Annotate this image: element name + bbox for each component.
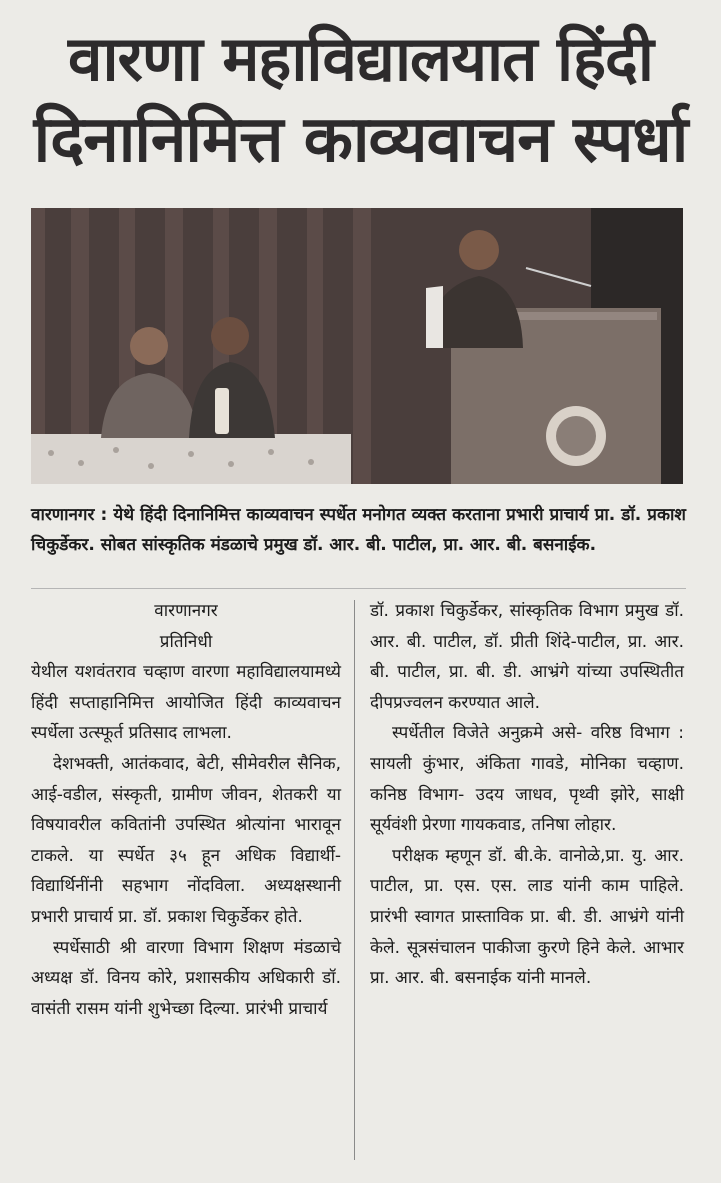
article-paragraph-3-continued: डॉ. प्रकाश चिकुर्डेकर, सांस्कृतिक विभाग प्रमुख डॉ. आर. बी. पाटील, डॉ. प्रीती शिंदे-पाटील, प्रा. आर. बी. पाटील, प्रा. बी. डी. आभ्रंगे यांच्या उपस्थितीत दीपप्रज्वलन करण्यात आले. xyxy=(370,601,684,713)
article-paragraph-1: येथील यशवंतराव चव्हाण वारणा महाविद्यालयामध्ये हिंदी सप्ताहानिमित्त आयोजित हिंदी काव्यवाचन स्पर्धेला उत्स्फूर्त प्रतिसाद लाभला. xyxy=(31,662,341,744)
article-paragraph-5: परीक्षक म्हणून डॉ. बी.के. वानोळे,प्रा. यु. आर. पाटील, प्रा. एस. एस. लाड यांनी काम पाहिले. प्रारंभी स्वागत प्रास्ताविक प्रा. बी. डी. आभ्रंगे यांनी केले. सूत्रसंचालन पाकीजा कुरणे हिने केले. आभार प्रा. आर. बी. बसनाईक यांनी मानले. xyxy=(370,845,684,989)
article-paragraph-3: स्पर्धेसाठी श्री वारणा विभाग शिक्षण मंडळाचे अध्यक्ष डॉ. विनय कोरे, प्रशासकीय अधिकारी डॉ. वासंती रासम यांनी शुभेच्छा दिल्या. प्रारंभी प्राचार्य xyxy=(31,937,341,1019)
article-column-right xyxy=(370,596,684,994)
article-column-left xyxy=(31,596,341,1024)
caption-rule xyxy=(31,588,686,589)
byline-reporter: प्रतिनिधी xyxy=(159,631,213,652)
headline-line-1: वारणा महाविद्यालयात हिंदी xyxy=(67,22,653,95)
photo-caption: वारणानगर : येथे हिंदी दिनानिमित्त काव्यवाचन स्पर्धेत मनोगत व्यक्त करताना प्रभारी प्राचार्य प्रा. डॉ. प्रकाश चिकुर्डेकर. सोबत सांस्कृतिक मंडळाचे प्रमुख डॉ. आर. बी. पाटील, प्रा. आर. बी. बसनाईक. xyxy=(31,505,686,555)
column-divider xyxy=(354,600,355,1160)
event-photo xyxy=(31,208,683,484)
article-paragraph-2: देशभक्ती, आतंकवाद, बेटी, सीमेवरील सैनिक, आई-वडील, संस्कृती, ग्रामीण जीवन, शेतकरी या विषयावरील कवितांनी उपस्थित श्रोत्यांना भारावून टाकले. या स्पर्धेत ३५ हून अधिक विद्यार्थी-विद्यार्थिनींनी सहभाग नोंदविला. अध्यक्षस्थानी प्रभारी प्राचार्य प्रा. डॉ. प्रकाश चिकुर्डेकर होते. xyxy=(31,753,341,927)
headline-line-2: दिनानिमित्त काव्यवाचन स्पर्धा xyxy=(33,103,688,177)
event-photo-illustration xyxy=(31,208,683,484)
byline-place: वारणानगर xyxy=(154,601,218,621)
article-paragraph-4: स्पर्धेतील विजेते अनुक्रमे असे- वरिष्ठ विभाग : सायली कुंभार, अंकिता गावडे, मोनिका चव्हाण. कनिष्ठ विभाग- उदय जाधव, पृथ्वी झोरे, साक्षी सूर्यवंशी प्रेरणा गायकवाड, तनिषा लोहार. xyxy=(370,723,684,836)
